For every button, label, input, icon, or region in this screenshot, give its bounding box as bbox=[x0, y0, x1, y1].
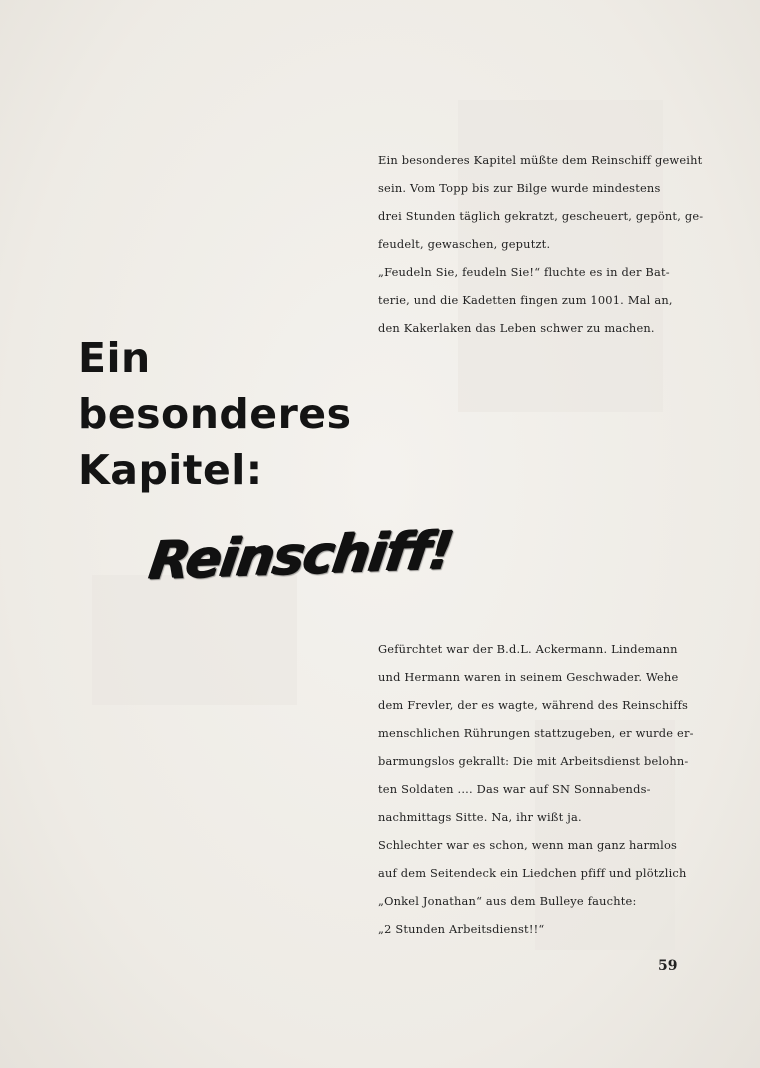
text-line: feudelt, gewaschen, geputzt. bbox=[378, 237, 551, 251]
text-line: nachmittags Sitte. Na, ihr wißt ja. bbox=[378, 810, 582, 824]
page-number: 59 bbox=[658, 958, 678, 974]
text-line: auf dem Seitendeck ein Liedchen pfiff und plötzlich bbox=[378, 866, 687, 880]
headline-line: Ein bbox=[78, 334, 151, 382]
text-line: terie, und die Kadetten fingen zum 1001. Mal an, bbox=[378, 293, 673, 307]
text-line: „Feudeln Sie, feudeln Sie!“ fluchte es in der Bat- bbox=[378, 265, 670, 279]
bleed-through-shadow bbox=[92, 575, 297, 705]
brush-script-title: Reinschiff! bbox=[145, 520, 457, 592]
chapter-headline bbox=[78, 330, 398, 498]
text-line: „2 Stunden Arbeitsdienst!!“ bbox=[378, 922, 545, 936]
text-block-bottom bbox=[378, 635, 718, 943]
text-line: sein. Vom Topp bis zur Bilge wurde mindestens bbox=[378, 181, 661, 195]
text-line: barmungslos gekrallt: Die mit Arbeitsdienst belohn- bbox=[378, 754, 689, 768]
text-line: menschlichen Rührungen stattzugeben, er wurde er- bbox=[378, 726, 694, 740]
text-line: „Onkel Jonathan“ aus dem Bulleye fauchte: bbox=[378, 894, 637, 908]
headline-line: Kapitel: bbox=[78, 446, 263, 494]
text-block-top bbox=[378, 146, 718, 342]
text-line: dem Frevler, der es wagte, während des Reinschiffs bbox=[378, 698, 689, 712]
text-line: ten Soldaten .... Das war auf SN Sonnabends- bbox=[378, 782, 651, 796]
text-line: und Hermann waren in seinem Geschwader. Wehe bbox=[378, 670, 679, 684]
text-line: drei Stunden täglich gekratzt, gescheuert, gepönt, ge- bbox=[378, 209, 704, 223]
text-line: den Kakerlaken das Leben schwer zu machen. bbox=[378, 321, 655, 335]
text-line: Schlechter war es schon, wenn man ganz harmlos bbox=[378, 838, 678, 852]
text-line: Gefürchtet war der B.d.L. Ackermann. Lindemann bbox=[378, 642, 678, 656]
headline-line: besonderes bbox=[78, 390, 352, 438]
text-line: Ein besonderes Kapitel müßte dem Reinschiff geweiht bbox=[378, 153, 703, 167]
